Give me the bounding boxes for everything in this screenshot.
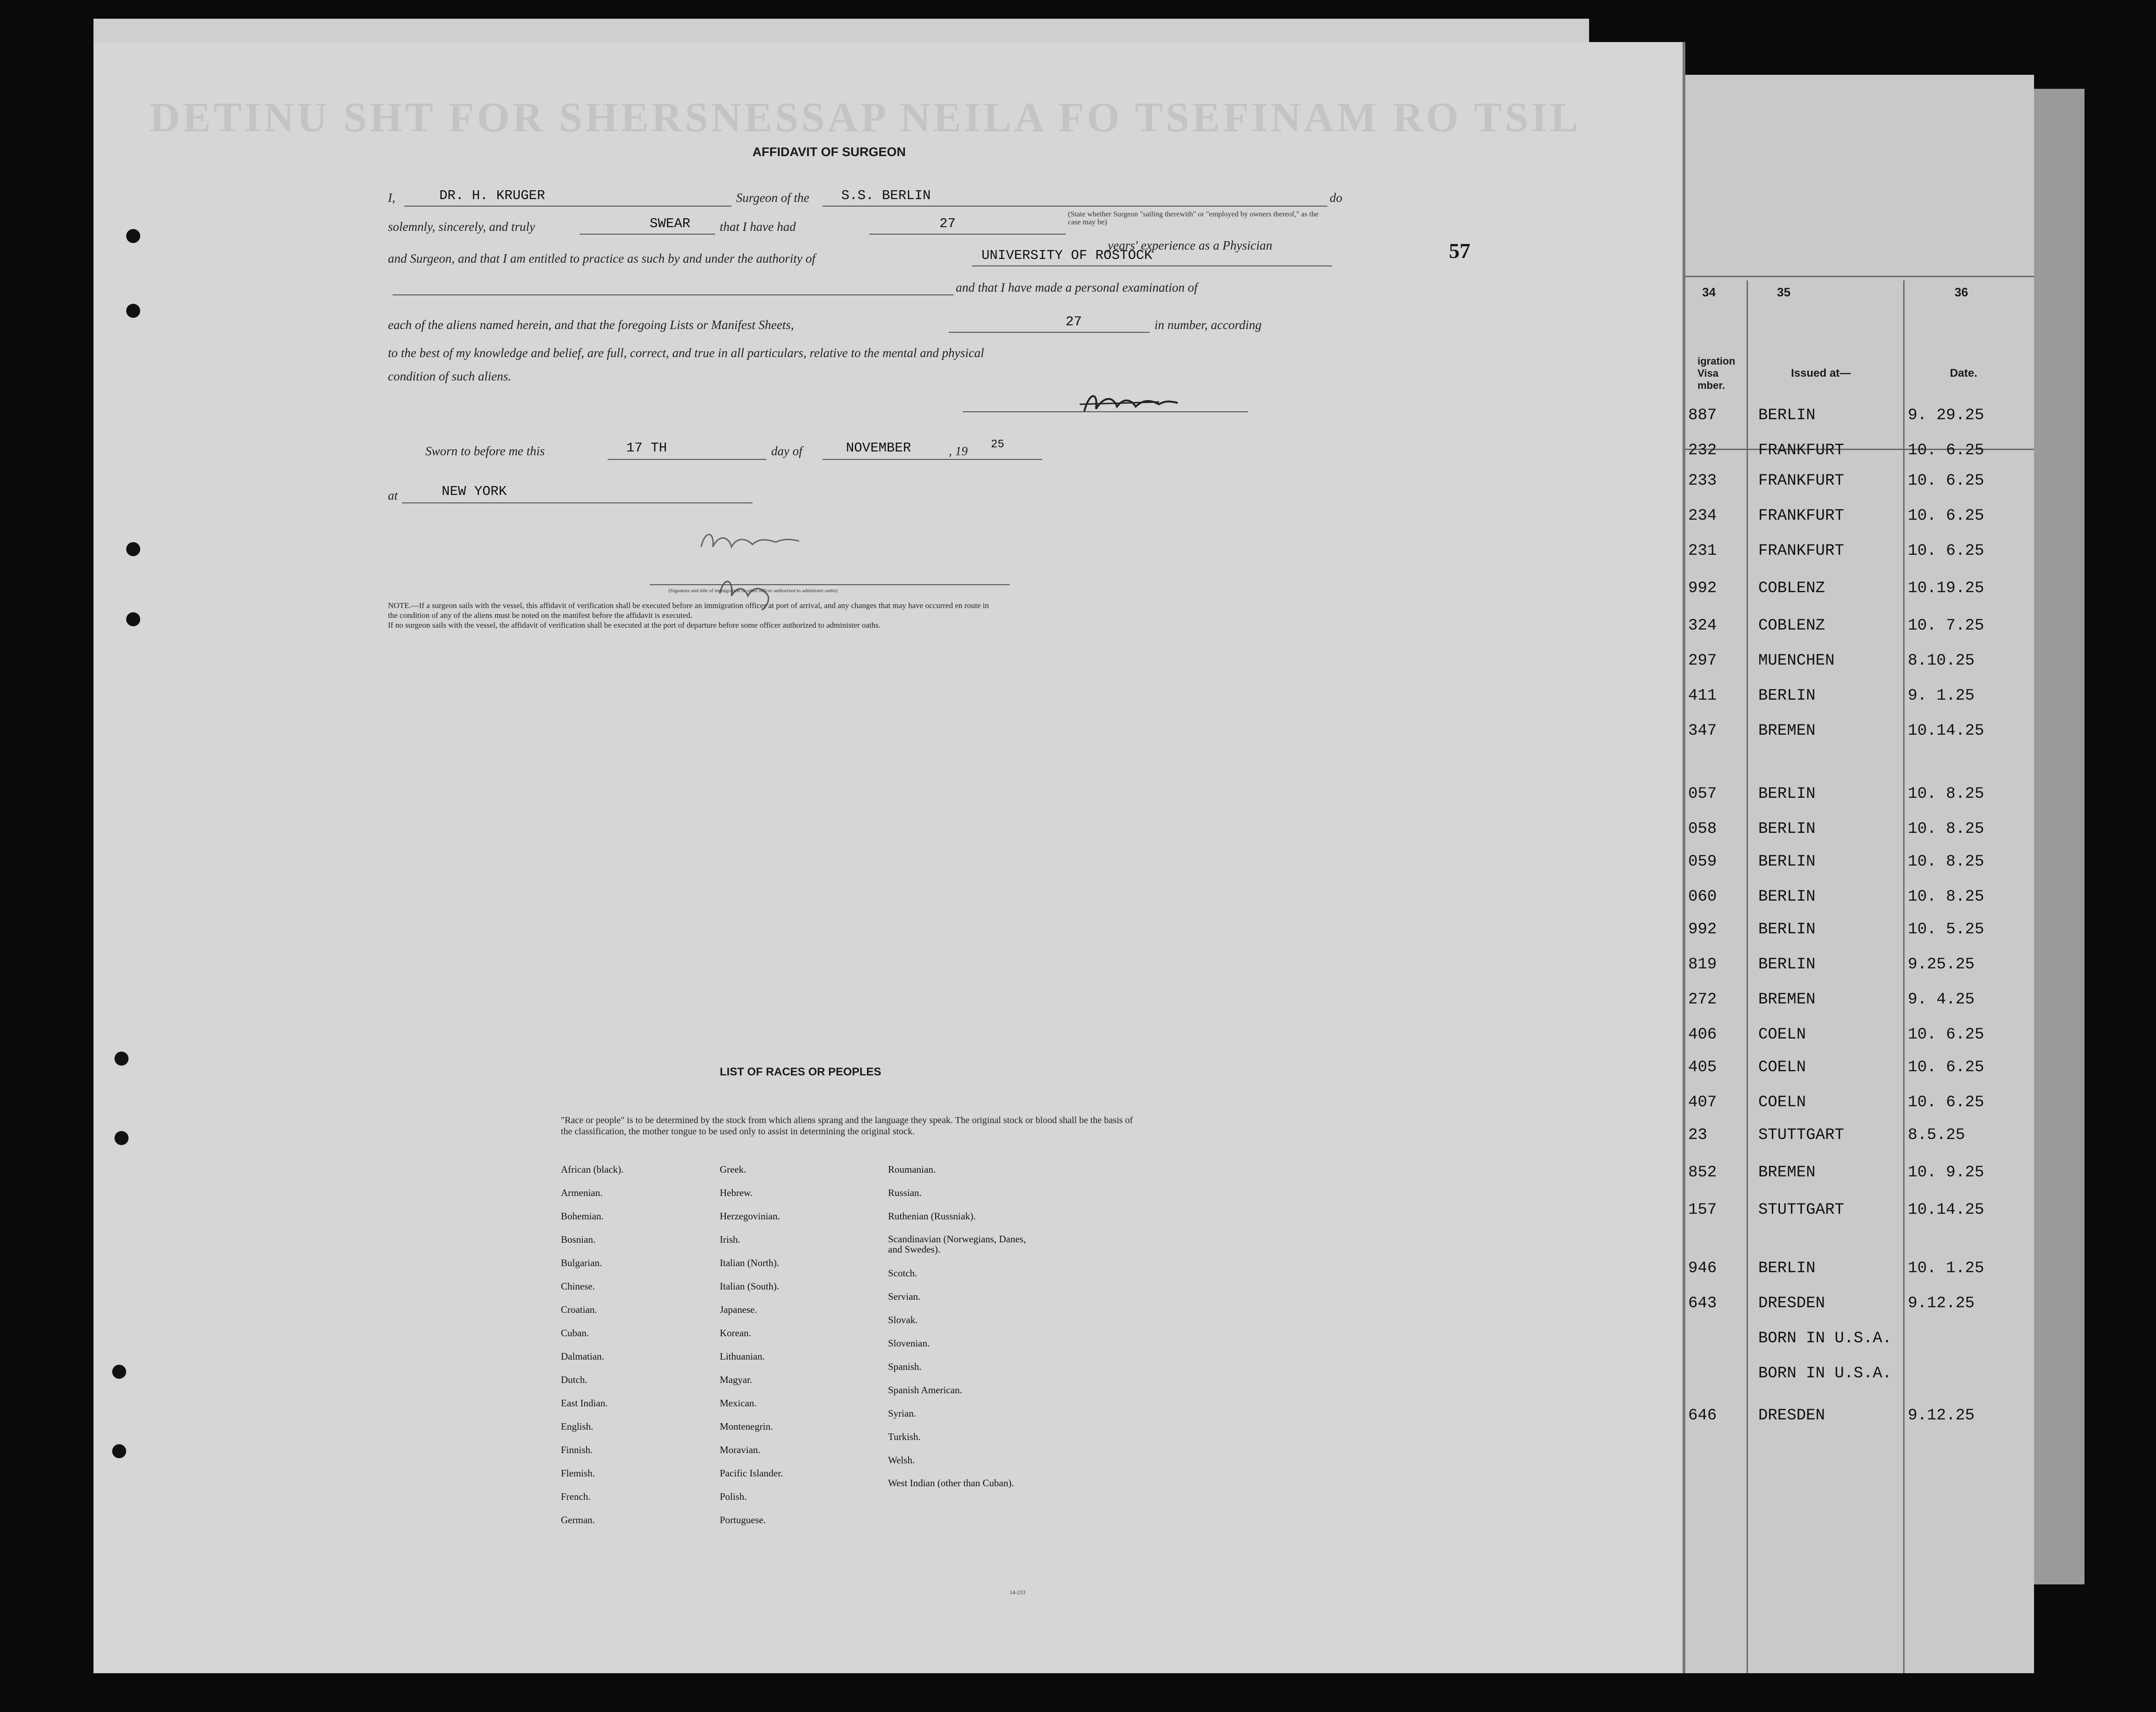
race-entry: Montenegrin. bbox=[720, 1421, 773, 1432]
affidavit-sheet bbox=[93, 42, 1683, 1673]
visa-number: 405 bbox=[1688, 1059, 1717, 1076]
race-entry: West Indian (other than Cuban). bbox=[888, 1477, 1014, 1489]
issued-place: COBLENZ bbox=[1758, 580, 1825, 597]
issue-date: 10. 6.25 bbox=[1908, 1094, 1984, 1111]
issue-date: 9. 1.25 bbox=[1908, 687, 1975, 705]
back-paper-edge bbox=[2028, 89, 2084, 1584]
visa-number: 234 bbox=[1688, 507, 1717, 525]
affidavit-text: Surgeon of the bbox=[736, 191, 809, 205]
punch-hole bbox=[115, 1131, 129, 1145]
col-header-visa: igration Visa mber. bbox=[1698, 355, 1735, 391]
visa-number: 819 bbox=[1688, 956, 1717, 974]
oath-type: SWEAR bbox=[650, 216, 691, 231]
race-entry: Lithuanian. bbox=[720, 1351, 765, 1362]
visa-number: 992 bbox=[1688, 580, 1717, 597]
issued-place: DRESDEN bbox=[1758, 1407, 1825, 1425]
form-number: 14-233 bbox=[1010, 1589, 1025, 1596]
issue-date: 9. 29.25 bbox=[1908, 407, 1984, 424]
form-blank bbox=[823, 206, 1327, 207]
affidavit-text: Sworn to before me this bbox=[425, 444, 545, 458]
issue-date: 9.12.25 bbox=[1908, 1295, 1975, 1312]
affidavit-text: at bbox=[388, 488, 398, 502]
form-blank bbox=[608, 459, 766, 460]
issue-date: 10. 8.25 bbox=[1908, 785, 1984, 803]
race-entry: Roumanian. bbox=[888, 1164, 936, 1175]
issued-place: BERLIN bbox=[1758, 921, 1816, 938]
issue-date: 10. 6.25 bbox=[1908, 1026, 1984, 1044]
race-entry: Japanese. bbox=[720, 1304, 757, 1315]
affidavit-title: AFFIDAVIT OF SURGEON bbox=[752, 145, 906, 159]
race-entry: Chinese. bbox=[561, 1281, 595, 1292]
affidavit-text: I, bbox=[388, 191, 395, 205]
punch-hole bbox=[112, 1365, 126, 1379]
races-intro: "Race or people" is to be determined by the stock from which aliens sprang and the language they speak. The original stock or blood shall be the basis of the classification, the mother tongue to be used only to assist in determining the original stock. bbox=[561, 1115, 1133, 1137]
form-blank bbox=[949, 332, 1150, 333]
issue-date: 8.5.25 bbox=[1908, 1126, 1965, 1144]
issue-date: 8.10.25 bbox=[1908, 652, 1975, 670]
officer-caption: (Signature and title of immigration or other officer authorized to administer oaths) bbox=[668, 588, 838, 594]
race-entry: Greek. bbox=[720, 1164, 746, 1175]
visa-number: 406 bbox=[1688, 1026, 1717, 1044]
issued-place: FRANKFURT bbox=[1758, 542, 1844, 560]
form-blank bbox=[869, 234, 1066, 235]
visa-number: 157 bbox=[1688, 1201, 1717, 1219]
race-entry: Turkish. bbox=[888, 1431, 921, 1442]
officer-signature-line bbox=[650, 584, 1010, 585]
race-entry: Italian (South). bbox=[720, 1281, 780, 1292]
race-entry: Slovak. bbox=[888, 1314, 918, 1325]
issue-date: 10.14.25 bbox=[1908, 1201, 1984, 1219]
vessel-name: S.S. BERLIN bbox=[841, 188, 931, 203]
issued-place: BERLIN bbox=[1758, 687, 1816, 705]
issue-date: 10. 7.25 bbox=[1908, 617, 1984, 635]
race-entry: Spanish. bbox=[888, 1361, 922, 1372]
race-entry: Bulgarian. bbox=[561, 1257, 602, 1268]
sworn-month: NOVEMBER bbox=[846, 440, 911, 456]
visa-number: 059 bbox=[1688, 853, 1717, 871]
bleed-through-heading: DETINU SHT FOR SHERSNESSAP NEILA FO TSEFINAM RO TSIL bbox=[150, 94, 1581, 141]
visa-number: 060 bbox=[1688, 888, 1717, 906]
affidavit-text: solemnly, sincerely, and truly bbox=[388, 220, 535, 234]
visa-number: 407 bbox=[1688, 1094, 1717, 1111]
race-entry: Magyar. bbox=[720, 1374, 752, 1385]
issue-date: 10. 8.25 bbox=[1908, 820, 1984, 838]
issued-place: BORN IN U.S.A. bbox=[1758, 1330, 1892, 1347]
years-experience: 27 bbox=[939, 216, 956, 231]
visa-number: 887 bbox=[1688, 407, 1717, 424]
issued-place: BREMEN bbox=[1758, 1164, 1816, 1182]
note-line: NOTE.—If a surgeon sails with the vessel, this affidavit of verification shall be executed before an immigration officer at port of arrival, and any changes that may have occurred en route in bbox=[388, 601, 989, 610]
race-entry: Russian. bbox=[888, 1187, 922, 1198]
issued-place: COELN bbox=[1758, 1059, 1806, 1076]
affidavit-text: that I have had bbox=[720, 220, 796, 234]
affidavit-note bbox=[388, 601, 1435, 630]
issued-place: BERLIN bbox=[1758, 1260, 1816, 1277]
form-blank bbox=[580, 234, 715, 235]
race-entry: Flemish. bbox=[561, 1468, 595, 1479]
issued-place: BORN IN U.S.A. bbox=[1758, 1365, 1892, 1382]
issued-place: FRANKFURT bbox=[1758, 472, 1844, 490]
issued-place: BERLIN bbox=[1758, 820, 1816, 838]
race-entry: Cuban. bbox=[561, 1327, 589, 1339]
race-entry: Slovenian. bbox=[888, 1338, 930, 1349]
issued-place: STUTTGART bbox=[1758, 1126, 1844, 1144]
issued-place: COBLENZ bbox=[1758, 617, 1825, 635]
issued-place: BERLIN bbox=[1758, 956, 1816, 974]
affidavit-text: in number, according bbox=[1154, 318, 1262, 332]
form-blank bbox=[972, 265, 1332, 266]
affidavit-text: and that I have made a personal examination of bbox=[956, 280, 1198, 294]
race-entry: English. bbox=[561, 1421, 594, 1432]
affidavit-text: each of the aliens named herein, and that the foregoing Lists or Manifest Sheets, bbox=[388, 318, 794, 332]
visa-number: 233 bbox=[1688, 472, 1717, 490]
page-number: 57 bbox=[1449, 239, 1470, 263]
issue-date: 10. 5.25 bbox=[1908, 921, 1984, 938]
issued-place: BERLIN bbox=[1758, 853, 1816, 871]
issue-date: 10. 6.25 bbox=[1908, 542, 1984, 560]
punch-hole bbox=[126, 612, 140, 626]
visa-number: 646 bbox=[1688, 1407, 1717, 1425]
issue-date: 10. 6.25 bbox=[1908, 472, 1984, 490]
affidavit-text: to the best of my knowledge and belief, are full, correct, and true in all particulars, relative to the mental and physical bbox=[388, 346, 984, 360]
affidavit-text: day of bbox=[771, 444, 802, 458]
issued-place: FRANKFURT bbox=[1758, 442, 1844, 459]
visa-number: 347 bbox=[1688, 722, 1717, 740]
race-entry: Herzegovinian. bbox=[720, 1211, 780, 1222]
issued-place: MUENCHEN bbox=[1758, 652, 1835, 670]
race-entry: Syrian. bbox=[888, 1408, 917, 1419]
issued-place: BREMEN bbox=[1758, 991, 1816, 1009]
issue-date: 10. 6.25 bbox=[1908, 442, 1984, 459]
punch-hole bbox=[112, 1444, 126, 1458]
race-entry: Irish. bbox=[720, 1234, 740, 1245]
issue-date: 9. 4.25 bbox=[1908, 991, 1975, 1009]
race-entry: Scotch. bbox=[888, 1268, 917, 1279]
visa-number: 297 bbox=[1688, 652, 1717, 670]
manifest-col-divider bbox=[1747, 280, 1748, 1673]
form-blank bbox=[393, 294, 953, 295]
race-entry: Croatian. bbox=[561, 1304, 597, 1315]
race-entry: Dutch. bbox=[561, 1374, 587, 1385]
issued-place: BERLIN bbox=[1758, 407, 1816, 424]
visa-number: 992 bbox=[1688, 921, 1717, 938]
visa-number: 272 bbox=[1688, 991, 1717, 1009]
issued-place: BERLIN bbox=[1758, 888, 1816, 906]
race-entry: Pacific Islander. bbox=[720, 1468, 783, 1479]
visa-number: 057 bbox=[1688, 785, 1717, 803]
issue-date: 10. 8.25 bbox=[1908, 853, 1984, 871]
race-entry: Finnish. bbox=[561, 1444, 593, 1455]
race-entry: Mexican. bbox=[720, 1397, 757, 1409]
race-entry: Welsh. bbox=[888, 1454, 915, 1466]
col-number: 34 bbox=[1702, 285, 1716, 299]
note-line: If no surgeon sails with the vessel, the affidavit of verification shall be executed at the port of departure before some officer authorized to administer oaths. bbox=[388, 621, 881, 630]
punch-hole bbox=[115, 1052, 129, 1066]
issued-place: BREMEN bbox=[1758, 722, 1816, 740]
race-entry: Moravian. bbox=[720, 1444, 760, 1455]
race-entry: Polish. bbox=[720, 1491, 747, 1502]
signature-line bbox=[963, 411, 1248, 412]
affidavit-text: and Surgeon, and that I am entitled to practice as such by and under the authority of bbox=[388, 251, 816, 265]
race-entry: African (black). bbox=[561, 1164, 624, 1175]
issue-date: 10. 9.25 bbox=[1908, 1164, 1984, 1182]
visa-number: 852 bbox=[1688, 1164, 1717, 1182]
race-entry: Italian (North). bbox=[720, 1257, 780, 1268]
col-number: 36 bbox=[1955, 285, 1968, 299]
issue-date: 10. 8.25 bbox=[1908, 888, 1984, 906]
race-entry: German. bbox=[561, 1514, 595, 1526]
race-entry: Ruthenian (Russniak). bbox=[888, 1211, 976, 1222]
manifest-col-divider bbox=[1903, 280, 1905, 1673]
race-entry: Spanish American. bbox=[888, 1384, 962, 1396]
form-blank bbox=[404, 206, 731, 207]
form-blank bbox=[823, 459, 1042, 460]
visa-number: 232 bbox=[1688, 442, 1717, 459]
race-entry: Hebrew. bbox=[720, 1187, 753, 1198]
col-header-issued: Issued at— bbox=[1791, 367, 1851, 380]
issue-date: 10. 1.25 bbox=[1908, 1260, 1984, 1277]
visa-number: 411 bbox=[1688, 687, 1717, 705]
race-entry: French. bbox=[561, 1491, 591, 1502]
issue-date: 10. 6.25 bbox=[1908, 1059, 1984, 1076]
issued-place: COELN bbox=[1758, 1094, 1806, 1111]
visa-number: 946 bbox=[1688, 1260, 1717, 1277]
sheet-count: 27 bbox=[1066, 314, 1082, 330]
form-blank bbox=[402, 502, 752, 503]
issued-place: DRESDEN bbox=[1758, 1295, 1825, 1312]
surgeon-name: DR. H. KRUGER bbox=[439, 188, 545, 203]
race-entry: Bosnian. bbox=[561, 1234, 596, 1245]
issued-place: BERLIN bbox=[1758, 785, 1816, 803]
affidavit-text: do bbox=[1330, 191, 1342, 205]
punch-hole bbox=[126, 542, 140, 556]
race-entry: Scandinavian (Norwegians, Danes, and Swedes). bbox=[888, 1233, 1026, 1255]
issue-date: 9.12.25 bbox=[1908, 1407, 1975, 1425]
race-entry: Portuguese. bbox=[720, 1514, 766, 1526]
affidavit-text: , 19 bbox=[949, 444, 968, 458]
issued-place: COELN bbox=[1758, 1026, 1806, 1044]
note-line: the condition of any of the aliens must be noted on the manifest before the affidavit is executed. bbox=[388, 611, 693, 620]
issue-date: 10.19.25 bbox=[1908, 580, 1984, 597]
issue-date: 10.14.25 bbox=[1908, 722, 1984, 740]
oath-note: (State whether Surgeon "sailing therewith" or "employed by owners thereof," as the case may be) bbox=[1068, 210, 1318, 226]
race-entry: Servian. bbox=[888, 1291, 921, 1302]
sworn-day: 17 TH bbox=[626, 440, 667, 456]
sworn-year: 25 bbox=[991, 438, 1004, 451]
visa-number: 231 bbox=[1688, 542, 1717, 560]
race-entry: Dalmatian. bbox=[561, 1351, 604, 1362]
licensing-authority: UNIVERSITY OF ROSTOCK bbox=[981, 248, 1153, 263]
col-number: 35 bbox=[1777, 285, 1791, 299]
visa-number: 324 bbox=[1688, 617, 1717, 635]
issued-place: FRANKFURT bbox=[1758, 507, 1844, 525]
col-header-date: Date. bbox=[1950, 367, 1977, 380]
surgeon-signature bbox=[1005, 383, 1239, 421]
affidavit-text: years' experience as a Physician bbox=[1108, 238, 1273, 252]
visa-number: 643 bbox=[1688, 1295, 1717, 1312]
race-entry: East Indian. bbox=[561, 1397, 608, 1409]
issue-date: 10. 6.25 bbox=[1908, 507, 1984, 525]
race-entry: Armenian. bbox=[561, 1187, 603, 1198]
punch-hole bbox=[126, 229, 140, 243]
affidavit-text: condition of such aliens. bbox=[388, 369, 511, 383]
races-title: LIST OF RACES OR PEOPLES bbox=[720, 1066, 881, 1078]
race-entry: Bohemian. bbox=[561, 1211, 604, 1222]
sworn-place: NEW YORK bbox=[442, 484, 507, 499]
race-entry: Korean. bbox=[720, 1327, 752, 1339]
punch-hole bbox=[126, 304, 140, 318]
issue-date: 9.25.25 bbox=[1908, 956, 1975, 974]
visa-number: 23 bbox=[1688, 1126, 1707, 1144]
issued-place: STUTTGART bbox=[1758, 1201, 1844, 1219]
visa-number: 058 bbox=[1688, 820, 1717, 838]
